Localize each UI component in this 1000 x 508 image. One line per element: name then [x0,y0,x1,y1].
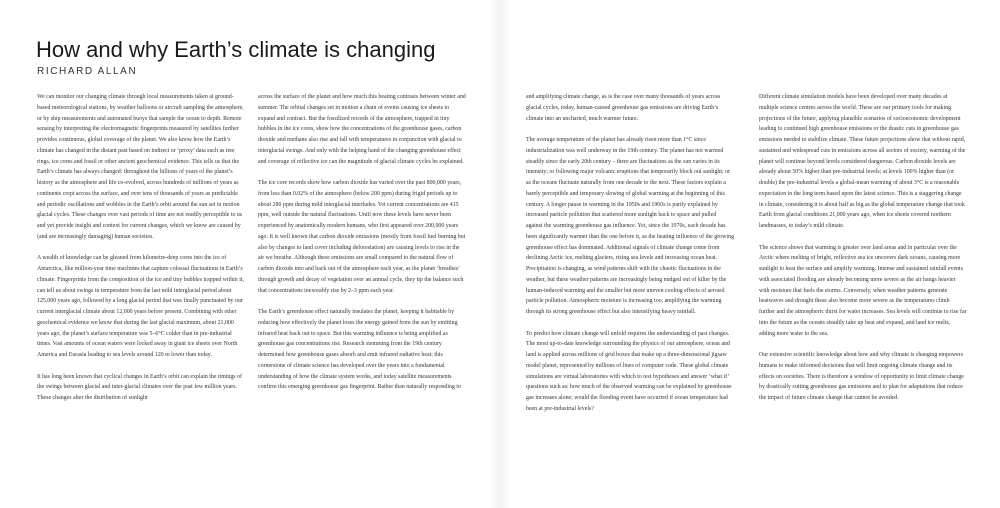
paragraph: Our extensive scientific knowledge about how and why climate is changing empowers humans to make informed decisions that will limit ongoing climate change and its effects on societies. There is therefore a window of opportunity to limit climate change by drastically cutting greenhouse gas emissions and to plan for adaptations that reduce the impact of future climate change that cannot be avoided. [759,352,964,401]
paragraph: and amplifying climate change, as is the case over many thousands of years across glacial cycles, today, human-caused greenhouse gas emissions are driving Earth’s climate into an uncharted, much warmer future. [526,94,721,122]
paragraph: To predict how climate change will unfold requires the understanding of past changes. The most up-to-date knowledge surrounding the physics of our atmosphere, ocean and land is applied across millions of grid boxes that make up a three-dimensional jigsaw model planet, represented by millions of lines of computer code. These global climate simulations are virtual laboratories with which to test hypotheses and answer ‘what if’ questions such as: how much of the observed warming can be explained by greenhouse gas increases alone; would the flooding event have occurred if ocean temperature had been at pre-industrial levels? [526,330,732,412]
paragraph: It has long been known that cyclical changes in Earth’s orbit can explain the timings of the swings between glacial and inter-glacial climates over the past few million years. These changes alter the distribution of sunlight [37,373,242,401]
paragraph: We can monitor our changing climate through local measurements taken at ground-based meteorological stations, by weather balloons or aircraft sampling the atmosphere, or by ship measurements and automated buoys that sample the ocean to depth. Remote sensing by interpreting the electromagnetic fingerprints measured by satellites further provides continuous, global coverage of the planet. We also know how the Earth’s climate has changed in the distant past based on indirect or ‘proxy’ data such as tree rings, ice cores and fossil or other ancient geochemical evidence. This tells us that the Earth’s climate has always changed: throughout the billions of years of the planet’s history as the atmosphere and life co-evolved, across hundreds of millions of years as continents crept across the surface, and over tens of thousands of years as predictable and periodic oscillations and wobbles in the Earth’s orbit around the sun set in motion glacial cycles. These changes over vast periods of time are not readily perceptible to us and yet provide insight and context for current changes, which we know are caused by (and are increasingly damaging) human societies. [37,94,244,240]
text-column-3 [526,92,734,425]
text-column-1 [37,92,245,415]
paragraph: Different climate simulation models have been developed over many decades at multiple science centres across the world. These are our primary tools for making projections of the future, applying plausible scenarios of socioeconomic development leading to continued high greenhouse emissions or the drastic cuts in greenhouse gas emissions needed to stabilize climate. These future projections show that without rapid, sustained and widespread cuts in emissions across all sectors of society, warming of the planet will continue beyond levels considered dangerous. Carbon dioxide levels are already about 50% higher than pre-industrial levels; at levels 100% higher than (or double) the pre-industrial levels a global-mean warming of about 3°C is a reasonable expectation in the long term based upon the latest science. This is a staggering change in climate, considering it is about half as big as the global temperature change that took Earth from glacial conditions 21,000 years ago, when ice sheets covered northern landmasses, to today’s mild climate. [759,94,966,229]
text-column-4 [759,92,967,415]
page-title: How and why Earth’s climate is changing [36,37,436,62]
paragraph: The science shows that warming is greater over land areas and in particular over the Arctic where melting of bright, reflective sea ice uncovers dark oceans, causing more sunlight to heat the surface and amplify warming. Intense and sustained rainfall events with associated flooding are already becoming more severe as the air hangs heavier with moisture that fuels the storms. Conversely, when weather patterns generate heatwaves and drought these also become more severe as the temperatures climb further and the atmospheric thirst for water increases. Sea levels will continue to rise far into the future as the oceans steadily take up heat and expand, and land ice melts, adding more water to the sea. [759,244,967,337]
text-column-2 [258,92,466,404]
paragraph: The Earth’s greenhouse effect naturally insulates the planet, keeping it habitable by reducing how effectively the planet loses the energy gained from the sun by emitting infrared heat back out to space. But this warming influence is being amplified as greenhouse gas concentrations rise. Research stemming from the 19th century determined how greenhouse gases absorb and emit infrared radiative heat; this cornerstone of climate science has developed over the years into a fundamental understanding of how the climate system works, and today satellite measurements confirm this emerging greenhouse gas fingerprint. Rather than naturally responding to [258,309,461,391]
paragraph: across the surface of the planet and how much this heating contrasts between winter and summer. The orbital changes set in motion a chain of events causing ice sheets to expand and contract. But the fossilized records of the atmosphere, trapped in tiny bubbles in the ice cores, show how the concentrations of the greenhouse gases, carbon dioxide and methane also rise and fall with temperatures in conjunction with glacial to interglacial swings. And only with the helping hand of the changing greenhouse effect and coverage of reflective ice can the magnitude of glacial climate cycles be explained. [258,94,466,165]
author-name: RICHARD ALLAN [37,66,138,77]
paragraph: The ice core records show how carbon dioxide has varied over the past 800,000 years, from less than 0.02% of the atmosphere (below 200 ppm) during frigid periods up to about 280 ppm during mild interglacial interludes. Yet current concentrations are 415 ppm, well outside the natural fluctuations. Until now these levels have never been experienced by anatomically modern humans, who first appeared over 200,000 years ago. It is well known that carbon dioxide emissions (mostly from fossil fuel burning but also by changes to land cover including deforestation) are causing levels to rise in the air we breathe. Although these emissions are small compared to the natural flow of carbon dioxide into and back out of the atmosphere each year, as the planet ‘breathes’ through growth and decay of vegetation over an annual cycle, they tip the balance such that concentrations inexorably rise by 2–3 ppm each year. [258,180,466,294]
paragraph: The average temperature of the planet has already risen more than 1°C since industrialization was well underway in the 19th century. The planet has not warmed steadily since the early 20th century – there are fluctuations as the sun varies in its intensity; or following major volcanic eruptions that temporarily block out sunlight; or as the oceans fluctuate naturally from one decade to the next. These factors explain a barely perceptible and temporary slowing of global warming at the beginning of this century. A longer pause in warming in the 1950s and 1960s is partly explained by increased particle pollution that scattered more sunlight back to space and pulled against the warming greenhouse gas influence. Yet, since the 1970s, each decade has been significantly warmer than the one before it, as the heating influence of the growing greenhouse effect has dominated. Additional signals of climate change come from declining Arctic ice, melting glaciers, rising sea levels and increasing ocean heat. Precipitation is changing, as wind patterns shift with the chaotic fluctuations in the weather, but these weather patterns are increasingly being nudged out of kilter by the human-induced warming and the smaller but more uneven cooling effects of aerosol particle pollution. Atmospheric moisture is increasing too, amplifying the warming through its strong greenhouse effect but also intensifying heavy rainfall. [526,137,734,315]
paragraph: A wealth of knowledge can be gleaned from kilometre-deep cores into the ice of Antarctica, like million-year time machines that capture colossal fluctuations in Earth’s climate. Fingerprints from the composition of the ice and tiny bubbles trapped within it, can tell us about swings in temperature from the last mild interglacial period about 125,000 years ago, followed by a long glacial period that was finally punctuated by our current interglacial climate about 12,000 years before present. Combining with other geochemical evidence we know that during the last glacial maximum, about 21,000 years ago, the planet’s surface temperature was 5–6°C colder than in pre-industrial times. Vast amounts of ocean waters were locked away in giant ice sheets over North America and Eurasia leading to sea levels around 120 m lower than today. [37,255,244,358]
